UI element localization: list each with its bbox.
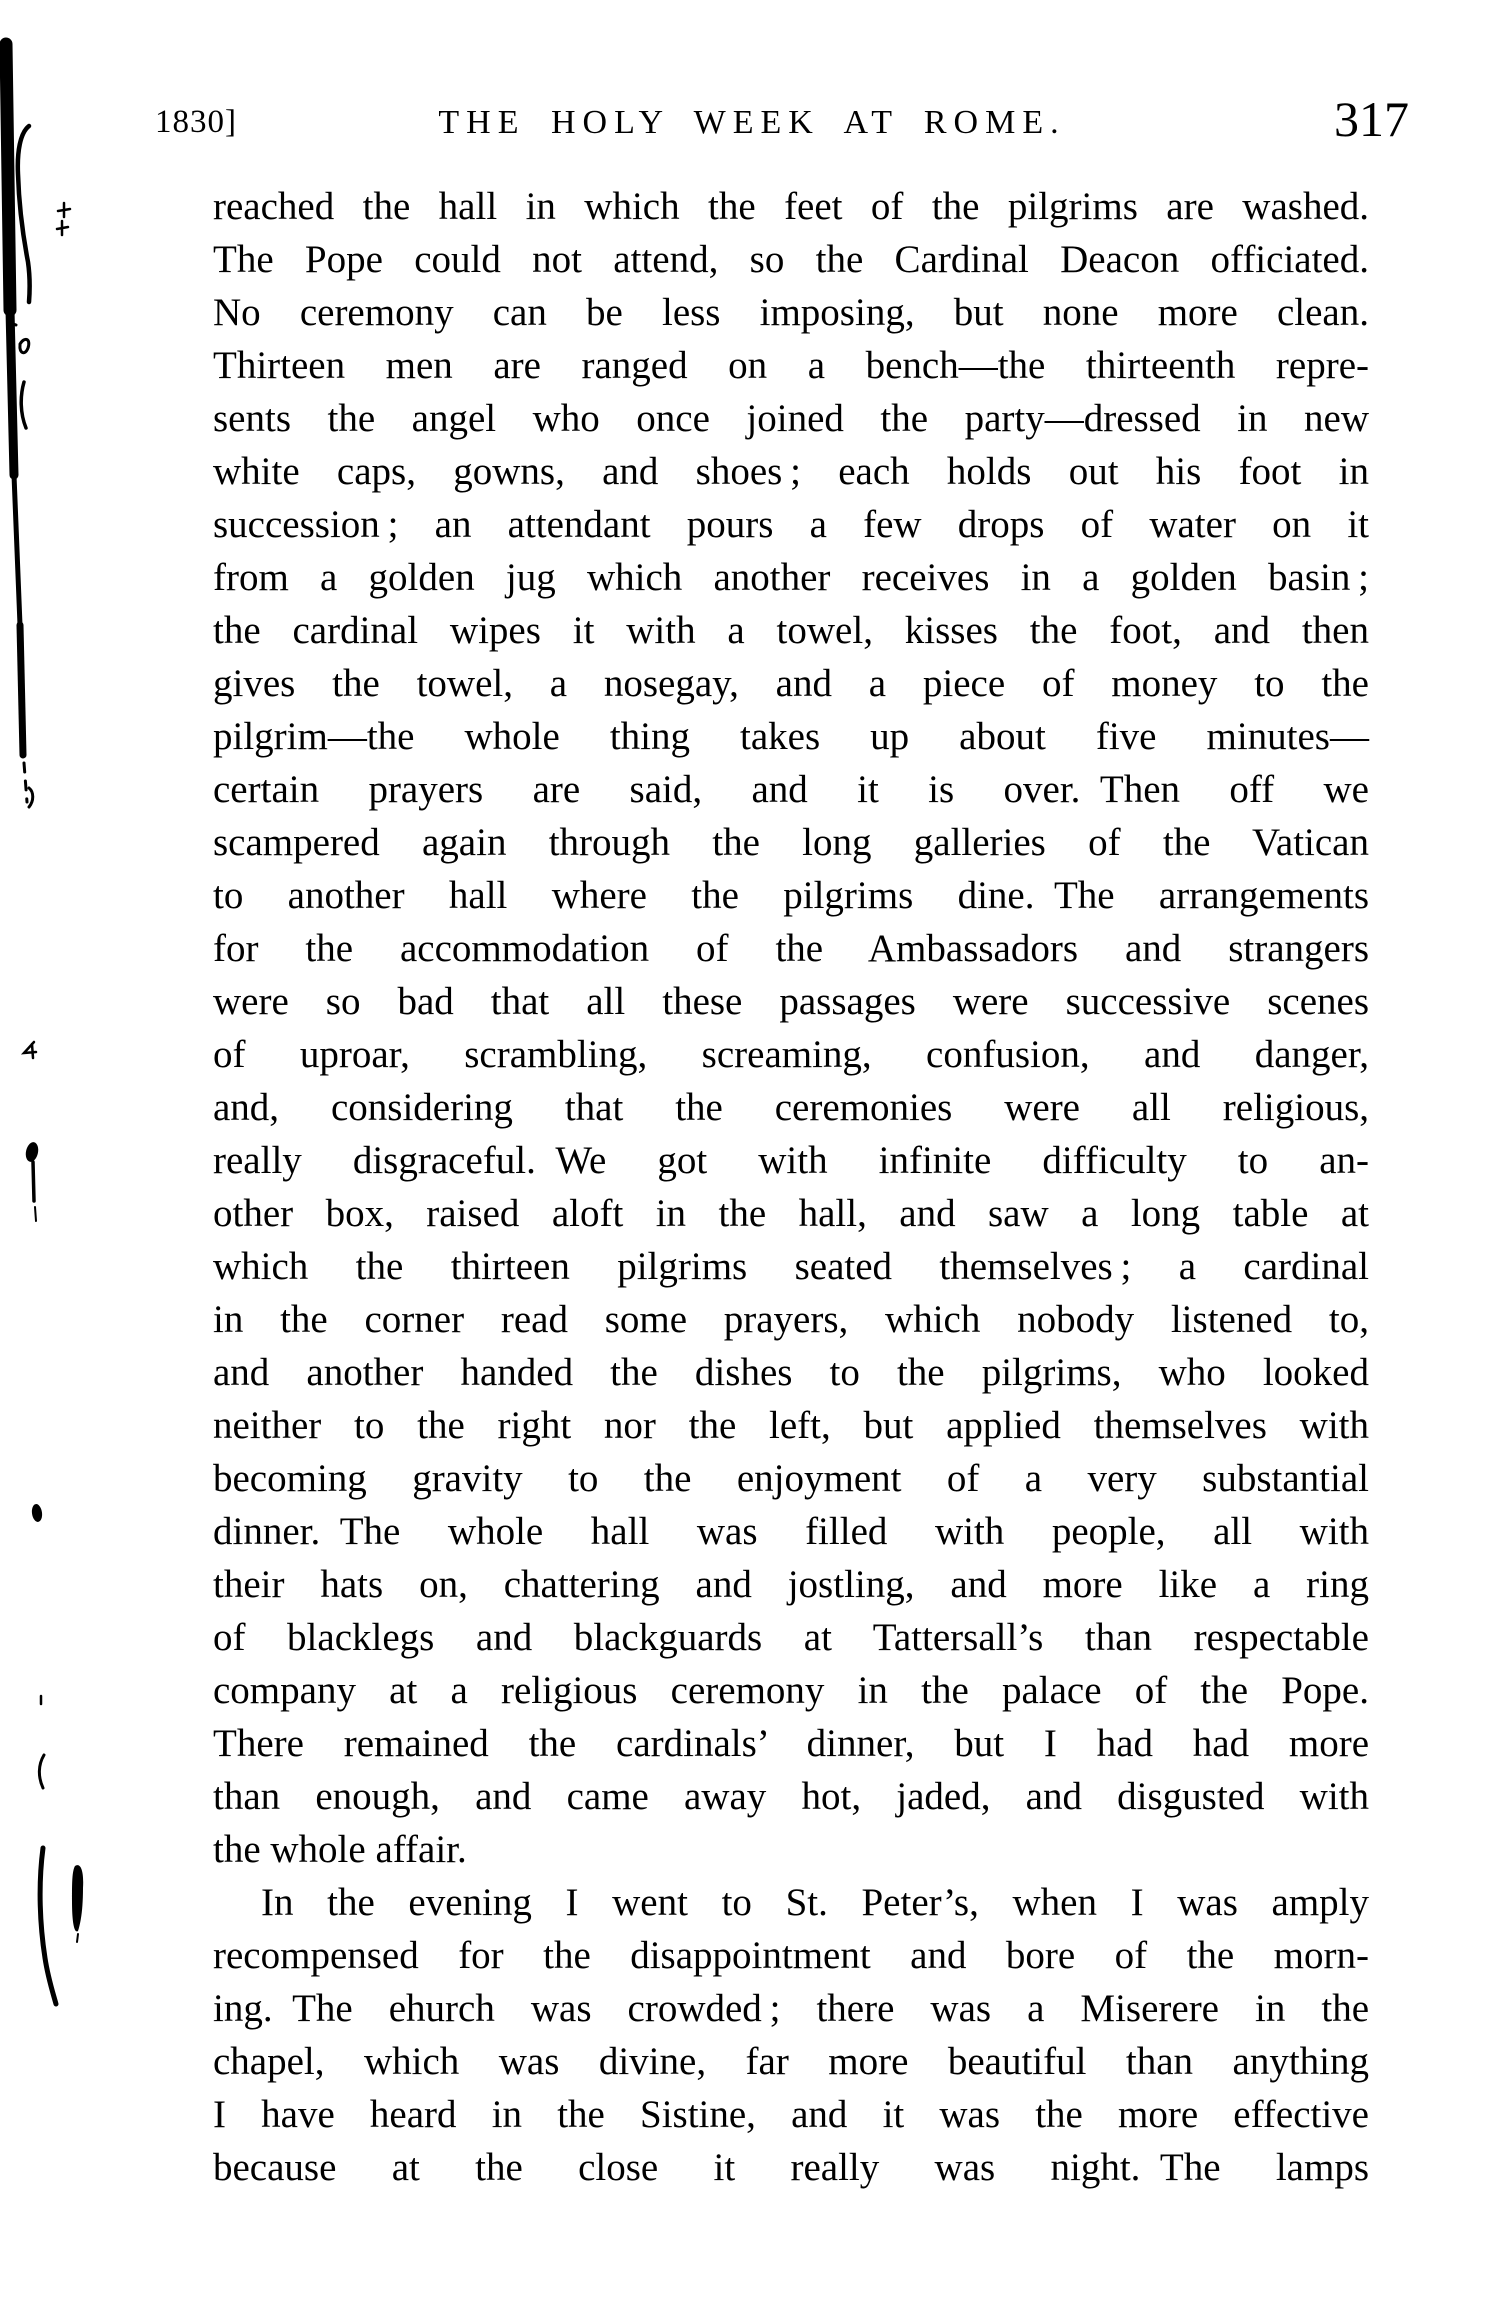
text-line: pilgrim—the whole thing takes up about five minutes— [213, 715, 1369, 758]
text-line: of blacklegs and blackguards at Tattersall’s than respectable [213, 1616, 1369, 1659]
text-line: other box, raised aloft in the hall, and saw a long table at [213, 1192, 1369, 1235]
text-line: their hats on, chattering and jostling, and more like a ring [213, 1563, 1369, 1606]
running-title: THE HOLY WEEK AT ROME. [438, 104, 1066, 141]
text-line: white caps, gowns, and shoes ; each holds out his foot in [213, 450, 1369, 493]
text-line: which the thirteen pilgrims seated themselves ; a cardinal [213, 1245, 1369, 1288]
text-line: than enough, and came away hot, jaded, and disgusted with [213, 1775, 1369, 1818]
pen-arrow-stem [33, 1162, 34, 1201]
ink-blot [72, 1865, 83, 1931]
pen-tick-mark [77, 1934, 78, 1942]
gutter-line [20, 625, 23, 755]
pen-long-stroke [40, 1848, 56, 2004]
pen-cross-mark [57, 221, 68, 235]
text-line: from a golden jug which another receives in a golden basin ; [213, 556, 1369, 599]
text-line: reached the hall in which the feet of the pilgrims are washed. [213, 185, 1369, 228]
gutter-line [6, 44, 10, 310]
pen-tick-mark [8, 322, 16, 325]
text-line: and, considering that the ceremonies were all religious, [213, 1086, 1369, 1129]
gutter-line [10, 310, 14, 475]
text-line: the cardinal wipes it with a towel, kisses the foot, and then [213, 609, 1369, 652]
pen-arrow-tail [35, 1207, 36, 1221]
text-line: for the accommodation of the Ambassadors and strangers [213, 927, 1369, 970]
pen-four-mark [24, 1042, 36, 1058]
gutter-line-dashes [24, 763, 27, 802]
text-line: succession ; an attendant pours a few drops of water on it [213, 503, 1369, 546]
text-line: were so bad that all these passages were successive scenes [213, 980, 1369, 1023]
pen-arc-mark [21, 382, 26, 428]
page-number: 317 [1334, 91, 1409, 147]
text-line: gives the towel, a nosegay, and a piece of money to the [213, 662, 1369, 705]
text-line: and another handed the dishes to the pilgrims, who looked [213, 1351, 1369, 1394]
text-line: neither to the right nor the left, but applied themselves with [213, 1404, 1369, 1447]
gutter-line [14, 475, 20, 625]
pen-curl-mark [20, 339, 29, 352]
text-line: Thirteen men are ranged on a bench—the thirteenth repre- [213, 344, 1369, 387]
header-year: 1830] [155, 104, 237, 140]
text-line: because at the close it really was night. The lamps [213, 2146, 1369, 2189]
text-line: scampered again through the long galleries of the Vatican [213, 821, 1369, 864]
text-line: I have heard in the Sistine, and it was the more effective [213, 2093, 1369, 2136]
text-line: The Pope could not attend, so the Cardinal Deacon officiated. [213, 238, 1369, 281]
text-line: dinner. The whole hall was filled with people, all with [213, 1510, 1369, 1553]
text-line: to another hall where the pilgrims dine. The arrangements [213, 874, 1369, 917]
text-line: the whole affair. [213, 1828, 467, 1871]
pen-hook-mark [29, 788, 33, 807]
text-line: ing. The ehurch was crowded ; there was a Miserere in the [213, 1987, 1369, 2030]
text-line: in the corner read some prayers, which nobody listened to, [213, 1298, 1369, 1341]
pen-paren-mark [39, 1755, 44, 1788]
text-line: becoming gravity to the enjoyment of a very substantial [213, 1457, 1369, 1500]
page-text [213, 180, 1369, 2194]
pen-cross-mark [58, 203, 70, 217]
text-line: In the evening I went to St. Peter’s, when I was amply [261, 1881, 1369, 1924]
text-line: certain prayers are said, and it is over. Then off we [213, 768, 1369, 811]
text-line: chapel, which was divine, far more beautiful than anything [213, 2040, 1369, 2083]
text-line: There remained the cardinals’ dinner, but I had had more [213, 1722, 1369, 1765]
text-line: of uproar, scrambling, screaming, confusion, and danger, [213, 1033, 1369, 1076]
pen-blot [31, 1503, 43, 1522]
text-line: really disgraceful. We got with infinite difficulty to an- [213, 1139, 1369, 1182]
text-line: sents the angel who once joined the party—dressed in new [213, 397, 1369, 440]
pen-curve-mark [18, 126, 30, 302]
text-line: recompensed for the disappointment and bore of the morn- [213, 1934, 1369, 1977]
text-line: No ceremony can be less imposing, but none more clean. [213, 291, 1369, 334]
pen-blot [24, 1141, 40, 1163]
text-line: company at a religious ceremony in the palace of the Pope. [213, 1669, 1369, 1712]
